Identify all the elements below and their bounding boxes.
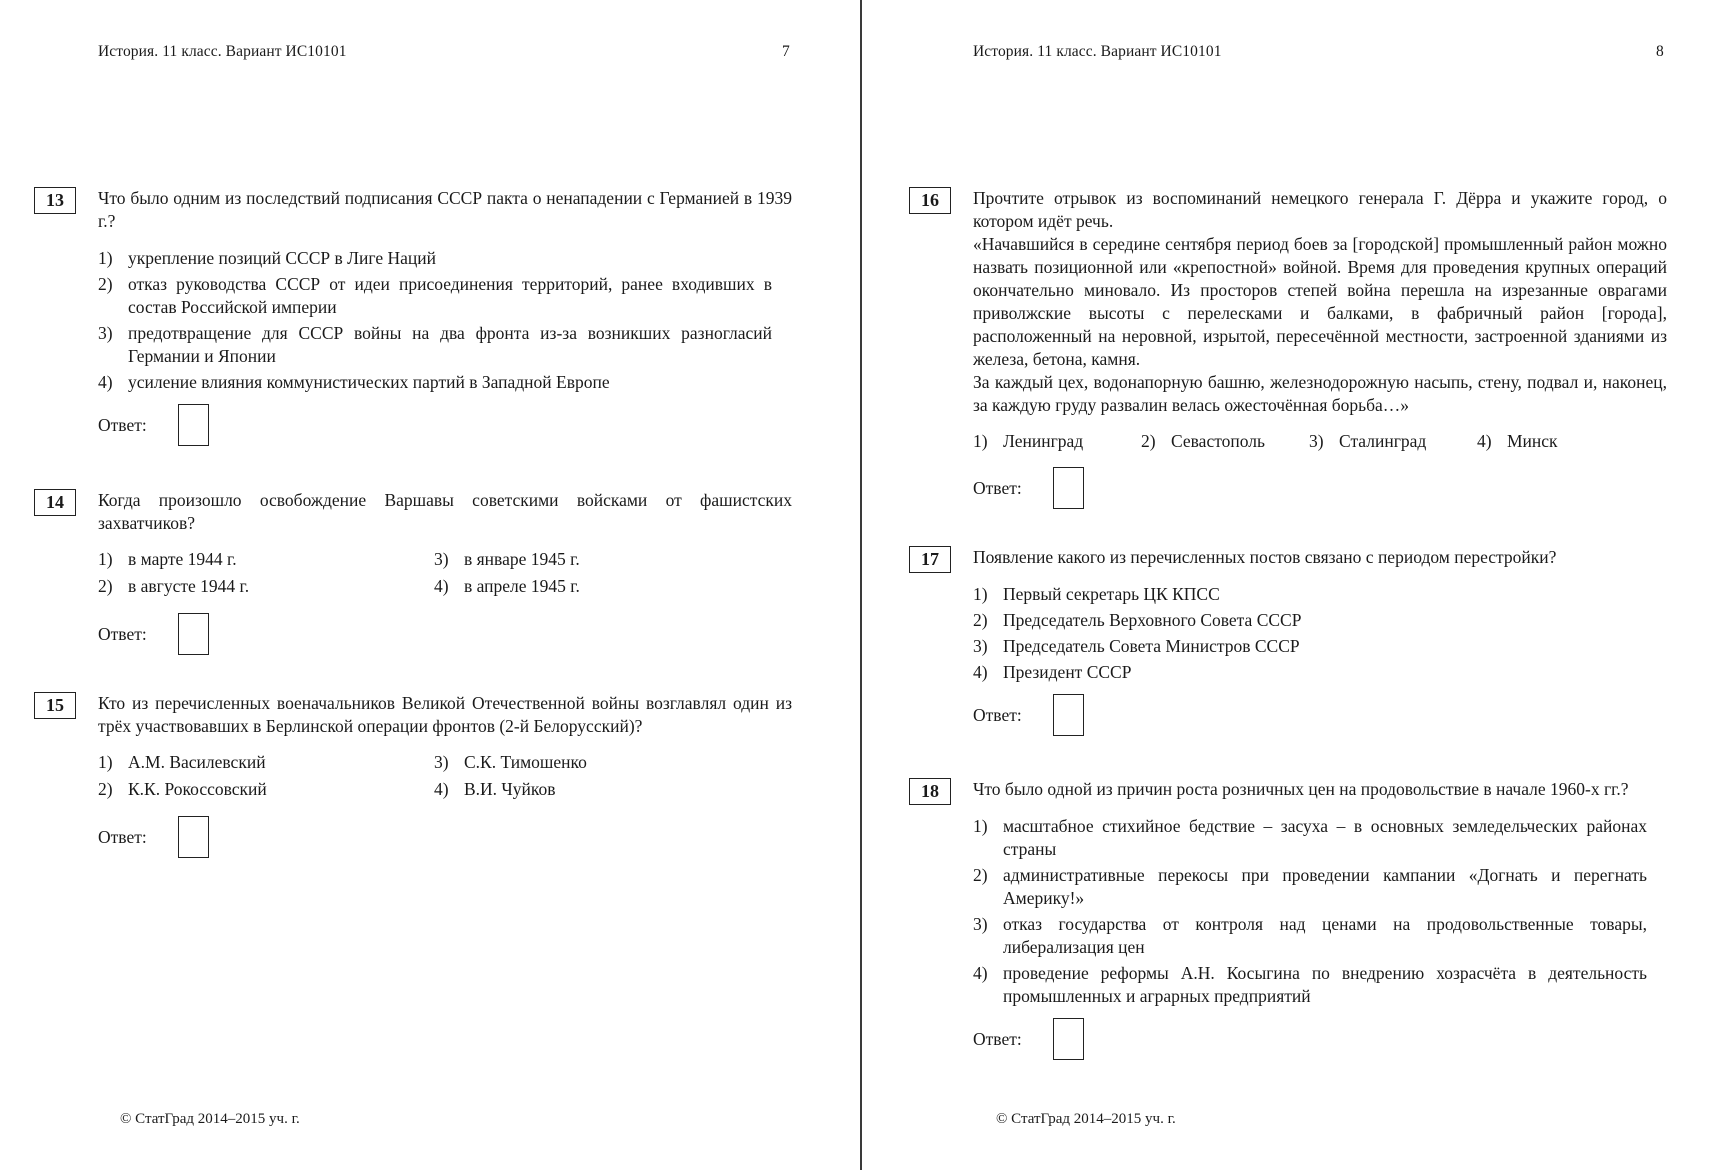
- option-2[interactable]: 2) административные перекосы при проведении кампании «Догнать и перегнать Америку!»: [973, 865, 1647, 908]
- question-text: Что было одной из причин роста розничных цен на продовольствие в начале 1960-х гг.?: [973, 779, 1629, 799]
- option-2[interactable]: 2) Председатель Верховного Совета СССР: [973, 610, 1302, 630]
- answer-row: [98, 613, 792, 655]
- task-number: 14: [34, 489, 76, 516]
- option-2[interactable]: 2) отказ руководства СССР от идеи присоединения территорий, ранее входивших в состав Российской империи: [98, 274, 772, 317]
- task-15: [34, 692, 792, 858]
- task-18: [909, 778, 1667, 1060]
- task-number: 18: [909, 778, 951, 805]
- task-14: [34, 489, 792, 655]
- answer-box[interactable]: [1053, 694, 1084, 736]
- question-text: Кто из перечисленных военачальников Великой Отечественной войны возглавлял один из трёх участвовавших в Берлинской операции фронтов (2-й Белорусский)?: [98, 693, 792, 736]
- option-1[interactable]: 1) в марте 1944 г.: [98, 549, 237, 569]
- option-4[interactable]: 4) Минск: [1477, 431, 1558, 451]
- answer-box[interactable]: [178, 613, 209, 655]
- option-4[interactable]: 4) Президент СССР: [973, 662, 1132, 682]
- answer-row: [973, 694, 1667, 736]
- question-text: Когда произошло освобождение Варшавы советскими войсками от фашистских захватчиков?: [98, 490, 792, 533]
- copyright: © СтатГрад 2014–2015 уч. г.: [120, 1111, 300, 1127]
- answer-row: [98, 816, 792, 858]
- option-4[interactable]: 4) В.И. Чуйков: [434, 779, 556, 799]
- passage-paragraph-1: «Начавшийся в середине сентября период боев за [городской] промышленный район можно назвать позиционной или «крепостной» войной. Время для проведения крупных операций окончательно миновало. Из просторов степей война перешла на изрезанные оврагами приволжские высоты с перелесками и балками, в фабричный район [города], расположенный на неровной, изрытой, пересечённой местности, застроенной зданиями из железа, бетона, камня.: [973, 234, 1667, 369]
- options-grid: [98, 749, 792, 803]
- passage-paragraph-2: За каждый цех, водонапорную башню, железнодорожную насыпь, стену, подвал и, наконец, за каждую груду развалин велась ожесточённая борьба…»: [973, 372, 1667, 415]
- question-text: Появление какого из перечисленных постов связано с периодом перестройки?: [973, 547, 1557, 567]
- option-2[interactable]: 2) в августе 1944 г.: [98, 576, 250, 596]
- answer-label: Ответ:: [973, 477, 1022, 498]
- answer-box[interactable]: [178, 816, 209, 858]
- option-1[interactable]: 1) Первый секретарь ЦК КПСС: [973, 584, 1220, 604]
- task-16: [909, 187, 1667, 509]
- question-text: Что было одним из последствий подписания СССР пакта о ненападении с Германией в 1939 г.?: [98, 188, 792, 231]
- answer-label: Ответ:: [98, 826, 147, 847]
- answer-label: Ответ:: [973, 1028, 1022, 1049]
- page-number: 8: [1656, 43, 1664, 60]
- option-2[interactable]: 2) К.К. Рокоссовский: [98, 779, 267, 799]
- page-number: 7: [782, 43, 790, 60]
- options-list: [98, 247, 792, 394]
- running-head: История. 11 класс. Вариант ИС10101: [98, 43, 347, 60]
- option-3[interactable]: 3) в январе 1945 г.: [434, 549, 580, 569]
- option-3[interactable]: 3) отказ государства от контроля над ценами на продовольственные товары, либерализация цен: [973, 914, 1647, 957]
- option-1[interactable]: 1) Ленинград: [973, 431, 1084, 451]
- right-page: [862, 0, 1722, 1170]
- task-13: [34, 187, 792, 446]
- option-4[interactable]: 4) усиление влияния коммунистических партий в Западной Европе: [98, 372, 610, 392]
- answer-row: [973, 467, 1667, 509]
- left-page: [0, 0, 860, 1170]
- answer-box[interactable]: [1053, 467, 1084, 509]
- task-number: 16: [909, 187, 951, 214]
- answer-box[interactable]: [178, 404, 209, 446]
- option-3[interactable]: 3) предотвращение для СССР войны на два фронта из-за возникших разногласий Германии и Японии: [98, 323, 772, 366]
- answer-row: [98, 404, 792, 446]
- task-number: 15: [34, 692, 76, 719]
- option-1[interactable]: 1) укрепление позиций СССР в Лиге Наций: [98, 248, 436, 268]
- task-number: 13: [34, 187, 76, 214]
- option-3[interactable]: 3) Председатель Совета Министров СССР: [973, 636, 1300, 656]
- option-1[interactable]: 1) А.М. Василевский: [98, 752, 266, 772]
- running-head: История. 11 класс. Вариант ИС10101: [973, 43, 1222, 60]
- option-1[interactable]: 1) масштабное стихийное бедствие – засуха – в основных земледельческих районах страны: [973, 816, 1647, 859]
- options-list: [973, 583, 1667, 684]
- answer-label: Ответ:: [98, 414, 147, 435]
- task-number: 17: [909, 546, 951, 573]
- option-4[interactable]: 4) в апреле 1945 г.: [434, 576, 580, 596]
- option-2[interactable]: 2) Севастополь: [1141, 431, 1265, 451]
- answer-row: [973, 1018, 1667, 1060]
- options-row: [973, 430, 1667, 453]
- answer-label: Ответ:: [973, 704, 1022, 725]
- answer-label: Ответ:: [98, 623, 147, 644]
- option-3[interactable]: 3) Сталинград: [1309, 431, 1427, 451]
- options-grid: [98, 546, 792, 600]
- option-3[interactable]: 3) С.К. Тимошенко: [434, 752, 587, 772]
- task-17: [909, 546, 1667, 736]
- answer-box[interactable]: [1053, 1018, 1084, 1060]
- options-list: [973, 815, 1667, 1008]
- question-text: Прочтите отрывок из воспоминаний немецкого генерала Г. Дёрра и укажите город, о котором идёт речь.: [973, 188, 1667, 231]
- copyright: © СтатГрад 2014–2015 уч. г.: [996, 1111, 1176, 1127]
- option-4[interactable]: 4) проведение реформы А.Н. Косыгина по внедрению хозрасчёта в деятельность промышленных и аграрных предприятий: [973, 963, 1647, 1006]
